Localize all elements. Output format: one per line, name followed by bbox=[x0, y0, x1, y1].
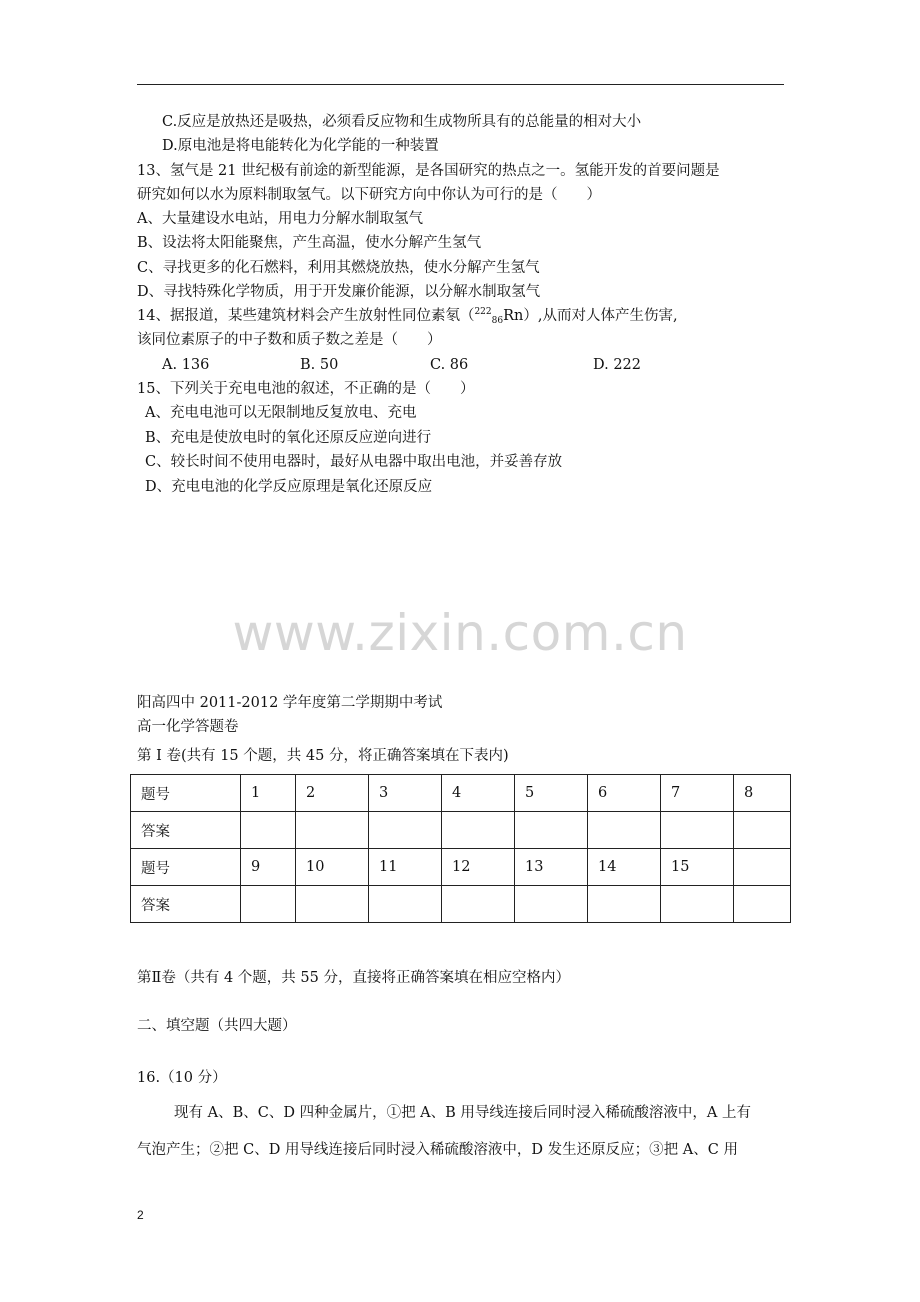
answer-cell[interactable] bbox=[241, 886, 296, 923]
table-cell: 13 bbox=[515, 849, 588, 886]
table-row bbox=[131, 775, 791, 812]
q15-option-d: D、充电电池的化学反应原理是氧化还原反应 bbox=[145, 479, 433, 495]
q13-stem-line2: 研究如何以水为原料制取氢气。以下研究方向中你认为可行的是（ ） bbox=[137, 187, 601, 203]
q14-stem-pre: 14、据报道，某些建筑材料会产生放射性同位素氡（ bbox=[137, 308, 475, 324]
q15-option-c: C、较长时间不使用电器时，最好从电器中取出电池，并妥善存放 bbox=[145, 454, 563, 470]
watermark: www.zixin.com.cn bbox=[232, 604, 688, 662]
answer-cell[interactable] bbox=[588, 812, 661, 849]
table-cell: 10 bbox=[296, 849, 369, 886]
atomic-number: 86 bbox=[491, 316, 504, 326]
table-cell: 8 bbox=[734, 775, 791, 812]
q13-option-a: A、大量建设水电站，用电力分解水制取氢气 bbox=[137, 211, 423, 227]
q16-text-line2: 气泡产生；②把 C、D 用导线连接后同时浸入稀硫酸溶液中，D 发生还原反应；③把 A、C 用 bbox=[137, 1142, 738, 1158]
answer-cell[interactable] bbox=[241, 812, 296, 849]
q14-stem-post: ）,从而对人体产生伤害, bbox=[523, 308, 678, 324]
answer-cell[interactable] bbox=[442, 886, 515, 923]
answer-cell[interactable] bbox=[369, 812, 442, 849]
q14-stem-line1 bbox=[137, 306, 678, 328]
q15-stem: 15、下列关于充电电池的叙述，不正确的是（ ） bbox=[137, 381, 475, 397]
table-cell: 15 bbox=[661, 849, 734, 886]
answer-cell[interactable] bbox=[442, 812, 515, 849]
element-symbol: Rn bbox=[503, 308, 524, 324]
table-cell: 5 bbox=[515, 775, 588, 812]
table-cell: 答案 bbox=[131, 886, 241, 923]
table-row bbox=[131, 849, 791, 886]
part2-instructions: 第Ⅱ卷（共有 4 个题，共 55 分，直接将正确答案填在相应空格内） bbox=[137, 970, 570, 986]
table-cell: 答案 bbox=[131, 812, 241, 849]
q14-stem-line2: 该同位素原子的中子数和质子数之差是（ ） bbox=[137, 332, 442, 348]
q16-header: 16.（10 分） bbox=[137, 1070, 227, 1086]
table-cell: 11 bbox=[369, 849, 442, 886]
table-cell: 题号 bbox=[131, 775, 241, 812]
table-cell: 1 bbox=[241, 775, 296, 812]
q14-option-c: C. 86 bbox=[430, 357, 469, 373]
answer-table bbox=[130, 774, 791, 923]
answer-cell[interactable] bbox=[296, 886, 369, 923]
answer-cell[interactable] bbox=[734, 812, 791, 849]
q13-option-b: B、设法将太阳能聚焦，产生高温，使水分解产生氢气 bbox=[137, 235, 482, 251]
q13-option-c: C、寻找更多的化石燃料，利用其燃烧放热，使水分解产生氢气 bbox=[137, 260, 540, 276]
answer-cell[interactable] bbox=[588, 886, 661, 923]
table-cell: 6 bbox=[588, 775, 661, 812]
answer-cell[interactable] bbox=[515, 812, 588, 849]
part1-instructions: 第 I 卷(共有 15 个题，共 45 分，将正确答案填在下表内) bbox=[137, 748, 509, 764]
q13-stem-line1: 13、氢气是 21 世纪极有前途的新型能源，是各国研究的热点之一。氢能开发的首要问题是 bbox=[137, 163, 720, 179]
q12-option-c: C.反应是放热还是吸热，必须看反应物和生成物所具有的总能量的相对大小 bbox=[162, 114, 642, 130]
answer-sheet-subtitle: 高一化学答题卷 bbox=[137, 719, 239, 735]
table-cell bbox=[734, 849, 791, 886]
q15-option-b: B、充电是使放电时的氧化还原反应逆向进行 bbox=[145, 430, 432, 446]
answer-cell[interactable] bbox=[661, 886, 734, 923]
header-rule bbox=[137, 84, 784, 85]
q13-option-d: D、寻找特殊化学物质，用于开发廉价能源，以分解水制取氢气 bbox=[137, 284, 541, 300]
answer-cell[interactable] bbox=[734, 886, 791, 923]
table-cell: 14 bbox=[588, 849, 661, 886]
answer-cell[interactable] bbox=[515, 886, 588, 923]
q14-option-b: B. 50 bbox=[300, 357, 339, 373]
q14-option-a: A. 136 bbox=[162, 357, 210, 373]
table-cell: 3 bbox=[369, 775, 442, 812]
answer-cell[interactable] bbox=[369, 886, 442, 923]
q15-option-a: A、充电电池可以无限制地反复放电、充电 bbox=[145, 405, 417, 421]
table-cell: 2 bbox=[296, 775, 369, 812]
q12-option-d: D.原电池是将电能转化为化学能的一种装置 bbox=[162, 138, 439, 154]
answer-cell[interactable] bbox=[661, 812, 734, 849]
school-exam-title: 阳高四中 2011-2012 学年度第二学期期中考试 bbox=[137, 695, 443, 711]
table-row bbox=[131, 886, 791, 923]
q14-option-d: D. 222 bbox=[593, 357, 642, 373]
table-cell: 9 bbox=[241, 849, 296, 886]
table-cell: 12 bbox=[442, 849, 515, 886]
table-cell: 4 bbox=[442, 775, 515, 812]
q16-text-line1: 现有 A、B、C、D 四种金属片，①把 A、B 用导线连接后同时浸入稀硫酸溶液中，A 上有 bbox=[174, 1105, 751, 1121]
answer-cell[interactable] bbox=[296, 812, 369, 849]
mass-number: 222 bbox=[474, 307, 492, 317]
table-cell: 题号 bbox=[131, 849, 241, 886]
table-cell: 7 bbox=[661, 775, 734, 812]
table-row bbox=[131, 812, 791, 849]
page-number: 2 bbox=[137, 1208, 144, 1222]
section-title: 二、填空题（共四大题） bbox=[137, 1018, 297, 1034]
